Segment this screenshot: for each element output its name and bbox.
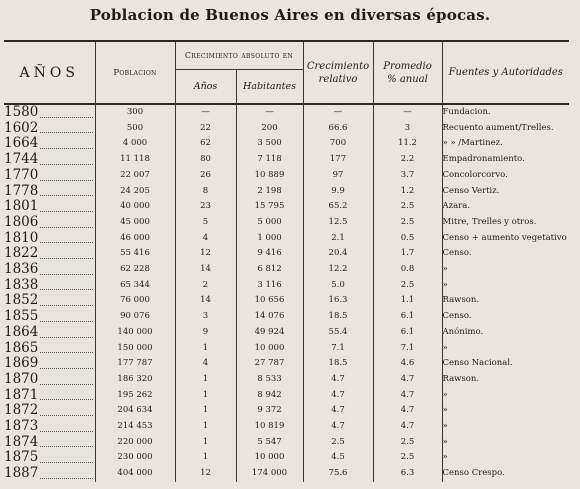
anos-cell: — bbox=[175, 104, 236, 121]
anos-cell: 26 bbox=[175, 168, 236, 184]
habitantes-cell: 9 416 bbox=[236, 246, 303, 262]
habitantes-cell: 5 000 bbox=[236, 215, 303, 231]
crecimiento-relativo-cell: 4.7 bbox=[303, 403, 373, 419]
fuente-cell: Censo Vertiz. bbox=[442, 184, 569, 200]
crecimiento-relativo-cell: 7.1 bbox=[303, 341, 373, 357]
crecimiento-relativo-cell: 177 bbox=[303, 152, 373, 168]
promedio-cell: 1.2 bbox=[373, 184, 442, 200]
fuente-cell: Rawson. bbox=[442, 372, 569, 388]
table-row bbox=[4, 325, 569, 341]
poblacion-cell: 24 205 bbox=[95, 184, 175, 200]
year-label: 1872 bbox=[4, 403, 39, 419]
table-row bbox=[4, 231, 569, 247]
crecimiento-relativo-cell: 4.7 bbox=[303, 419, 373, 435]
year-cell bbox=[4, 168, 95, 184]
year-label: 1870 bbox=[4, 371, 39, 387]
promedio-cell: 2.5 bbox=[373, 278, 442, 294]
habitantes-cell: 27 787 bbox=[236, 356, 303, 372]
year-label: 1770 bbox=[4, 167, 39, 183]
header-crecimiento-relativo-line2: relativo bbox=[318, 73, 358, 85]
anos-cell: 80 bbox=[175, 152, 236, 168]
year-cell bbox=[4, 341, 95, 357]
year-cell bbox=[4, 104, 95, 121]
fuente-cell: » bbox=[442, 403, 569, 419]
fuente-cell: Censo. bbox=[442, 246, 569, 262]
anos-cell: 9 bbox=[175, 325, 236, 341]
poblacion-cell: 220 000 bbox=[95, 435, 175, 451]
poblacion-cell: 62 228 bbox=[95, 262, 175, 278]
year-label: 1887 bbox=[4, 466, 39, 482]
anos-cell: 1 bbox=[175, 341, 236, 357]
header-promedio bbox=[373, 41, 442, 104]
fuente-cell: » bbox=[442, 278, 569, 294]
population-table bbox=[4, 40, 569, 482]
table-row bbox=[4, 104, 569, 121]
anos-cell: 1 bbox=[175, 435, 236, 451]
poblacion-cell: 76 000 bbox=[95, 293, 175, 309]
header-promedio-line2: % anual bbox=[387, 73, 428, 85]
anos-cell: 4 bbox=[175, 356, 236, 372]
poblacion-cell: 195 262 bbox=[95, 388, 175, 404]
year-label: 1838 bbox=[4, 277, 39, 293]
crecimiento-relativo-cell: 75.6 bbox=[303, 466, 373, 482]
habitantes-cell: 1 000 bbox=[236, 231, 303, 247]
anos-cell: 12 bbox=[175, 246, 236, 262]
crecimiento-relativo-cell: 4.5 bbox=[303, 450, 373, 466]
header-fuentes: Fuentes y Autoridades bbox=[442, 41, 569, 104]
anos-cell: 4 bbox=[175, 231, 236, 247]
habitantes-cell: 8 942 bbox=[236, 388, 303, 404]
anos-cell: 22 bbox=[175, 121, 236, 137]
promedio-cell: 1.7 bbox=[373, 246, 442, 262]
table-row bbox=[4, 121, 569, 137]
year-cell bbox=[4, 215, 95, 231]
table-row bbox=[4, 403, 569, 419]
anos-cell: 8 bbox=[175, 184, 236, 200]
crecimiento-relativo-cell: 18.5 bbox=[303, 356, 373, 372]
table-row bbox=[4, 184, 569, 200]
year-label: 1602 bbox=[4, 120, 39, 136]
year-cell bbox=[4, 435, 95, 451]
year-label: 1744 bbox=[4, 152, 39, 168]
promedio-cell: 4.7 bbox=[373, 372, 442, 388]
fuente-cell: » » /Martinez. bbox=[442, 136, 569, 152]
promedio-cell: 4.7 bbox=[373, 388, 442, 404]
promedio-cell: 0.5 bbox=[373, 231, 442, 247]
fuente-cell: Fundacion. bbox=[442, 104, 569, 121]
anos-cell: 1 bbox=[175, 419, 236, 435]
habitantes-cell: 3 116 bbox=[236, 278, 303, 294]
poblacion-cell: 46 000 bbox=[95, 231, 175, 247]
crecimiento-relativo-cell: 4.7 bbox=[303, 388, 373, 404]
habitantes-cell: 7 118 bbox=[236, 152, 303, 168]
fuente-cell: Anónimo. bbox=[442, 325, 569, 341]
crecimiento-relativo-cell: 9.9 bbox=[303, 184, 373, 200]
habitantes-cell: — bbox=[236, 104, 303, 121]
habitantes-cell: 3 500 bbox=[236, 136, 303, 152]
year-cell bbox=[4, 466, 95, 482]
crecimiento-relativo-cell: 2.1 bbox=[303, 231, 373, 247]
habitantes-cell: 174 000 bbox=[236, 466, 303, 482]
page-title: Poblacion de Buenos Aires en diversas épocas. bbox=[89, 6, 491, 24]
poblacion-cell: 214 453 bbox=[95, 419, 175, 435]
promedio-cell: 2.2 bbox=[373, 152, 442, 168]
crecimiento-relativo-cell: — bbox=[303, 104, 373, 121]
table-body bbox=[4, 104, 569, 482]
table-row bbox=[4, 356, 569, 372]
table-row bbox=[4, 388, 569, 404]
fuente-cell: Mitre, Trelles y otros. bbox=[442, 215, 569, 231]
fuente-cell: Rawson. bbox=[442, 293, 569, 309]
fuente-cell: » bbox=[442, 419, 569, 435]
table-row bbox=[4, 152, 569, 168]
year-label: 1865 bbox=[4, 340, 39, 356]
table-row bbox=[4, 309, 569, 325]
year-label: 1875 bbox=[4, 450, 39, 466]
poblacion-cell: 40 000 bbox=[95, 199, 175, 215]
fuente-cell: Censo Crespo. bbox=[442, 466, 569, 482]
header-poblacion: Poblacion bbox=[95, 41, 175, 104]
fuente-cell: Recuento aument/Trelles. bbox=[442, 121, 569, 137]
table-row bbox=[4, 136, 569, 152]
header-crecimiento-relativo-line1: Crecimiento bbox=[306, 60, 370, 72]
habitantes-cell: 8 533 bbox=[236, 372, 303, 388]
year-cell bbox=[4, 388, 95, 404]
table-row bbox=[4, 215, 569, 231]
promedio-cell: 6.1 bbox=[373, 325, 442, 341]
year-cell bbox=[4, 231, 95, 247]
year-cell bbox=[4, 372, 95, 388]
crecimiento-relativo-cell: 65.2 bbox=[303, 199, 373, 215]
crecimiento-relativo-cell: 55.4 bbox=[303, 325, 373, 341]
header-crecimiento-relativo bbox=[303, 41, 373, 104]
year-label: 1864 bbox=[4, 324, 39, 340]
crecimiento-relativo-cell: 2.5 bbox=[303, 435, 373, 451]
fuente-cell: Empadronamiento. bbox=[442, 152, 569, 168]
year-label: 1580 bbox=[4, 104, 39, 120]
header-sub-anos: Años bbox=[175, 70, 236, 105]
anos-cell: 23 bbox=[175, 199, 236, 215]
year-cell bbox=[4, 419, 95, 435]
year-cell bbox=[4, 293, 95, 309]
fuente-cell: Concolorcorvo. bbox=[442, 168, 569, 184]
poblacion-cell: 150 000 bbox=[95, 341, 175, 357]
poblacion-cell: 204 634 bbox=[95, 403, 175, 419]
table-row bbox=[4, 466, 569, 482]
year-cell bbox=[4, 246, 95, 262]
header-anos: AÑOS bbox=[4, 41, 95, 104]
promedio-cell: 2.5 bbox=[373, 435, 442, 451]
table-row bbox=[4, 419, 569, 435]
promedio-cell: 2.5 bbox=[373, 215, 442, 231]
poblacion-cell: 140 000 bbox=[95, 325, 175, 341]
year-cell bbox=[4, 450, 95, 466]
header-crecimiento-absoluto: Crecimiento absoluto en bbox=[175, 41, 303, 70]
anos-cell: 1 bbox=[175, 403, 236, 419]
habitantes-cell: 200 bbox=[236, 121, 303, 137]
habitantes-cell: 14 076 bbox=[236, 309, 303, 325]
anos-cell: 3 bbox=[175, 309, 236, 325]
year-label: 1873 bbox=[4, 419, 39, 435]
crecimiento-relativo-cell: 20.4 bbox=[303, 246, 373, 262]
year-label: 1822 bbox=[4, 246, 39, 262]
promedio-cell: 4.7 bbox=[373, 403, 442, 419]
crecimiento-relativo-cell: 700 bbox=[303, 136, 373, 152]
anos-cell: 5 bbox=[175, 215, 236, 231]
crecimiento-relativo-cell: 66.6 bbox=[303, 121, 373, 137]
promedio-cell: 1.1 bbox=[373, 293, 442, 309]
anos-cell: 1 bbox=[175, 450, 236, 466]
crecimiento-relativo-cell: 12.2 bbox=[303, 262, 373, 278]
poblacion-cell: 230 000 bbox=[95, 450, 175, 466]
year-cell bbox=[4, 199, 95, 215]
fuente-cell: Censo. bbox=[442, 309, 569, 325]
year-label: 1801 bbox=[4, 199, 39, 215]
promedio-cell: 11.2 bbox=[373, 136, 442, 152]
habitantes-cell: 15 795 bbox=[236, 199, 303, 215]
year-label: 1874 bbox=[4, 434, 39, 450]
poblacion-cell: 186 320 bbox=[95, 372, 175, 388]
promedio-cell: 0.8 bbox=[373, 262, 442, 278]
poblacion-cell: 177 787 bbox=[95, 356, 175, 372]
fuente-cell: Censo Nacional. bbox=[442, 356, 569, 372]
promedio-cell: 6.1 bbox=[373, 309, 442, 325]
fuente-cell: » bbox=[442, 262, 569, 278]
promedio-cell: 2.5 bbox=[373, 450, 442, 466]
habitantes-cell: 2 198 bbox=[236, 184, 303, 200]
header-promedio-line1: Promedio bbox=[383, 60, 432, 72]
promedio-cell: 4.7 bbox=[373, 419, 442, 435]
habitantes-cell: 10 000 bbox=[236, 341, 303, 357]
table-row bbox=[4, 199, 569, 215]
crecimiento-relativo-cell: 4.7 bbox=[303, 372, 373, 388]
fuente-cell: Azara. bbox=[442, 199, 569, 215]
anos-cell: 2 bbox=[175, 278, 236, 294]
promedio-cell: 7.1 bbox=[373, 341, 442, 357]
year-label: 1855 bbox=[4, 309, 39, 325]
crecimiento-relativo-cell: 12.5 bbox=[303, 215, 373, 231]
anos-cell: 14 bbox=[175, 293, 236, 309]
habitantes-cell: 10 889 bbox=[236, 168, 303, 184]
year-cell bbox=[4, 325, 95, 341]
table-row bbox=[4, 372, 569, 388]
crecimiento-relativo-cell: 97 bbox=[303, 168, 373, 184]
year-cell bbox=[4, 136, 95, 152]
poblacion-cell: 65 344 bbox=[95, 278, 175, 294]
habitantes-cell: 6 812 bbox=[236, 262, 303, 278]
year-cell bbox=[4, 403, 95, 419]
year-cell bbox=[4, 152, 95, 168]
table-row bbox=[4, 435, 569, 451]
habitantes-cell: 10 000 bbox=[236, 450, 303, 466]
poblacion-cell: 4 000 bbox=[95, 136, 175, 152]
anos-cell: 62 bbox=[175, 136, 236, 152]
poblacion-cell: 55 416 bbox=[95, 246, 175, 262]
crecimiento-relativo-cell: 18.5 bbox=[303, 309, 373, 325]
table-row bbox=[4, 246, 569, 262]
anos-cell: 1 bbox=[175, 372, 236, 388]
promedio-cell: 6.3 bbox=[373, 466, 442, 482]
year-label: 1852 bbox=[4, 293, 39, 309]
table-row bbox=[4, 293, 569, 309]
poblacion-cell: 300 bbox=[95, 104, 175, 121]
crecimiento-relativo-cell: 5.0 bbox=[303, 278, 373, 294]
poblacion-cell: 11 118 bbox=[95, 152, 175, 168]
year-cell bbox=[4, 309, 95, 325]
year-label: 1871 bbox=[4, 387, 39, 403]
year-label: 1836 bbox=[4, 262, 39, 278]
habitantes-cell: 10 656 bbox=[236, 293, 303, 309]
fuente-cell: » bbox=[442, 341, 569, 357]
poblacion-cell: 500 bbox=[95, 121, 175, 137]
fuente-cell: » bbox=[442, 435, 569, 451]
poblacion-cell: 22 007 bbox=[95, 168, 175, 184]
year-label: 1806 bbox=[4, 214, 39, 230]
anos-cell: 12 bbox=[175, 466, 236, 482]
poblacion-cell: 404 000 bbox=[95, 466, 175, 482]
habitantes-cell: 9 372 bbox=[236, 403, 303, 419]
habitantes-cell: 49 924 bbox=[236, 325, 303, 341]
table-row bbox=[4, 278, 569, 294]
year-cell bbox=[4, 356, 95, 372]
table-row bbox=[4, 262, 569, 278]
year-cell bbox=[4, 262, 95, 278]
promedio-cell: 3.7 bbox=[373, 168, 442, 184]
fuente-cell: » bbox=[442, 388, 569, 404]
header-sub-habitantes: Habitantes bbox=[236, 70, 303, 105]
promedio-cell: 4.6 bbox=[373, 356, 442, 372]
fuente-cell: » bbox=[442, 450, 569, 466]
promedio-cell: 3 bbox=[373, 121, 442, 137]
year-label: 1664 bbox=[4, 136, 39, 152]
anos-cell: 1 bbox=[175, 388, 236, 404]
promedio-cell: 2.5 bbox=[373, 199, 442, 215]
year-label: 1778 bbox=[4, 183, 39, 199]
year-cell bbox=[4, 184, 95, 200]
table-row bbox=[4, 341, 569, 357]
habitantes-cell: 5 547 bbox=[236, 435, 303, 451]
year-cell bbox=[4, 121, 95, 137]
table-row bbox=[4, 168, 569, 184]
poblacion-cell: 90 076 bbox=[95, 309, 175, 325]
promedio-cell: — bbox=[373, 104, 442, 121]
year-label: 1810 bbox=[4, 230, 39, 246]
fuente-cell: Censo + aumento vegetativo bbox=[442, 231, 569, 247]
table-row bbox=[4, 450, 569, 466]
crecimiento-relativo-cell: 16.3 bbox=[303, 293, 373, 309]
year-cell bbox=[4, 278, 95, 294]
habitantes-cell: 10 819 bbox=[236, 419, 303, 435]
year-label: 1869 bbox=[4, 356, 39, 372]
poblacion-cell: 45 000 bbox=[95, 215, 175, 231]
anos-cell: 14 bbox=[175, 262, 236, 278]
